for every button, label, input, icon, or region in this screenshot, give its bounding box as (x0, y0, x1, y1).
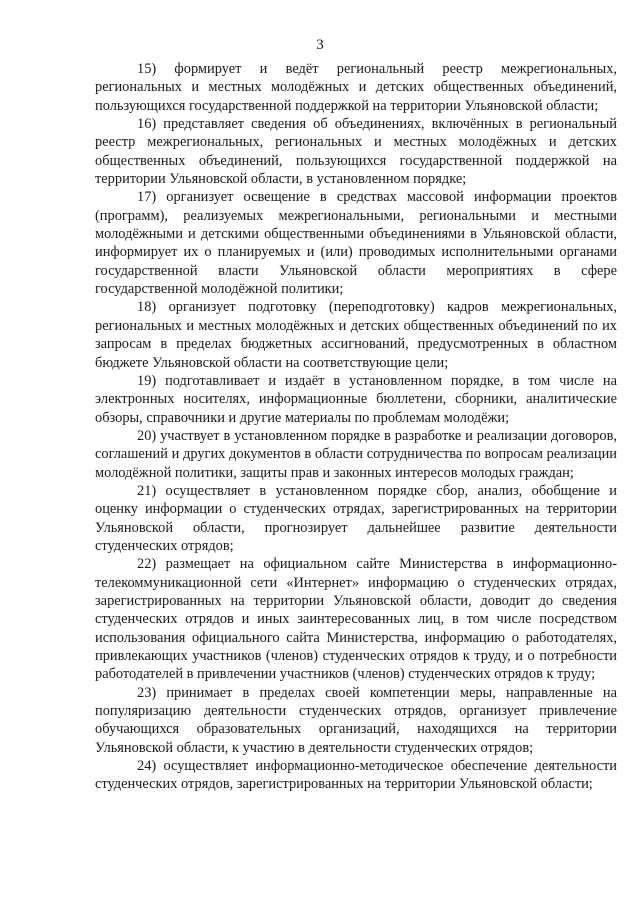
paragraph-22: 22) размещает на официальном сайте Министерства в информационно-телекоммуникационной сети «Интернет» информацию о студенческих отрядах, зарегистрированных на территории Ульяновской области, доводит до сведения студенческих отрядов и иных заинтересованных лиц, в том числе посредством использования официального сайта Министерства, информацию о работодателях, привлекающих участников (членов) студенческих отрядов к труду, и о потребности работодателей в привлечении участников (членов) студенческих отрядов к труду; (95, 556, 617, 683)
paragraph-17: 17) организует освещение в средствах массовой информации проектов (программ), реализуемых межрегиональными, региональными и местными молодёжными и детскими общественными объединениями в Ульяновской области, информирует их о планируемых и (или) проводимых исполнительными органами государственной власти Ульяновской области мероприятиях в сфере государственной молодёжной политики; (95, 189, 617, 298)
paragraph-21: 21) осуществляет в установленном порядке сбор, анализ, обобщение и оценку информации о студенческих отрядах, зарегистрированных на территории Ульяновской области, прогнозирует дальнейшее развитие деятельности студенческих отрядов; (95, 482, 617, 554)
page-number: 3 (316, 37, 324, 53)
paragraph-23: 23) принимает в пределах своей компетенции меры, направленные на популяризацию деятельности студенческих отрядов, организует привлечение обучающихся образовательных организаций, находящихся на территории Ульяновской области, к участию в деятельности студенческих отрядов; (95, 684, 617, 756)
paragraph-19: 19) подготавливает и издаёт в установленном порядке, в том числе на электронных носителях, информационные бюллетени, сборники, аналитические обзоры, справочники и другие материалы по проблемам молодёжи; (95, 372, 617, 426)
paragraph-20: 20) участвует в установленном порядке в разработке и реализации договоров, соглашений и других документов в области сотрудничества по вопросам реализации молодёжной политики, защиты прав и законных интересов молодых граждан; (95, 427, 617, 481)
paragraph-18: 18) организует подготовку (переподготовку) кадров межрегиональных, региональных и местных молодёжных и детских общественных объединений по их запросам в пределах бюджетных ассигнований, предусмотренных в областном бюджете Ульяновской области на соответствующие цели; (95, 299, 617, 371)
paragraph-16: 16) представляет сведения об объединениях, включённых в региональный реестр межрегиональных, региональных и местных молодёжных и детских общественных объединений, пользующихся государственной поддержкой на территории Ульяновской области, в установленном порядке; (95, 116, 617, 188)
document-body (95, 60, 617, 794)
paragraph-15: 15) формирует и ведёт региональный реестр межрегиональных, региональных и местных молодёжных и детских общественных объединений, пользующихся государственной поддержкой на территории Ульяновской области; (95, 61, 617, 114)
paragraph-24: 24) осуществляет информационно-методическое обеспечение деятельности студенческих отрядов, зарегистрированных на территории Ульяновской области; (95, 758, 617, 793)
